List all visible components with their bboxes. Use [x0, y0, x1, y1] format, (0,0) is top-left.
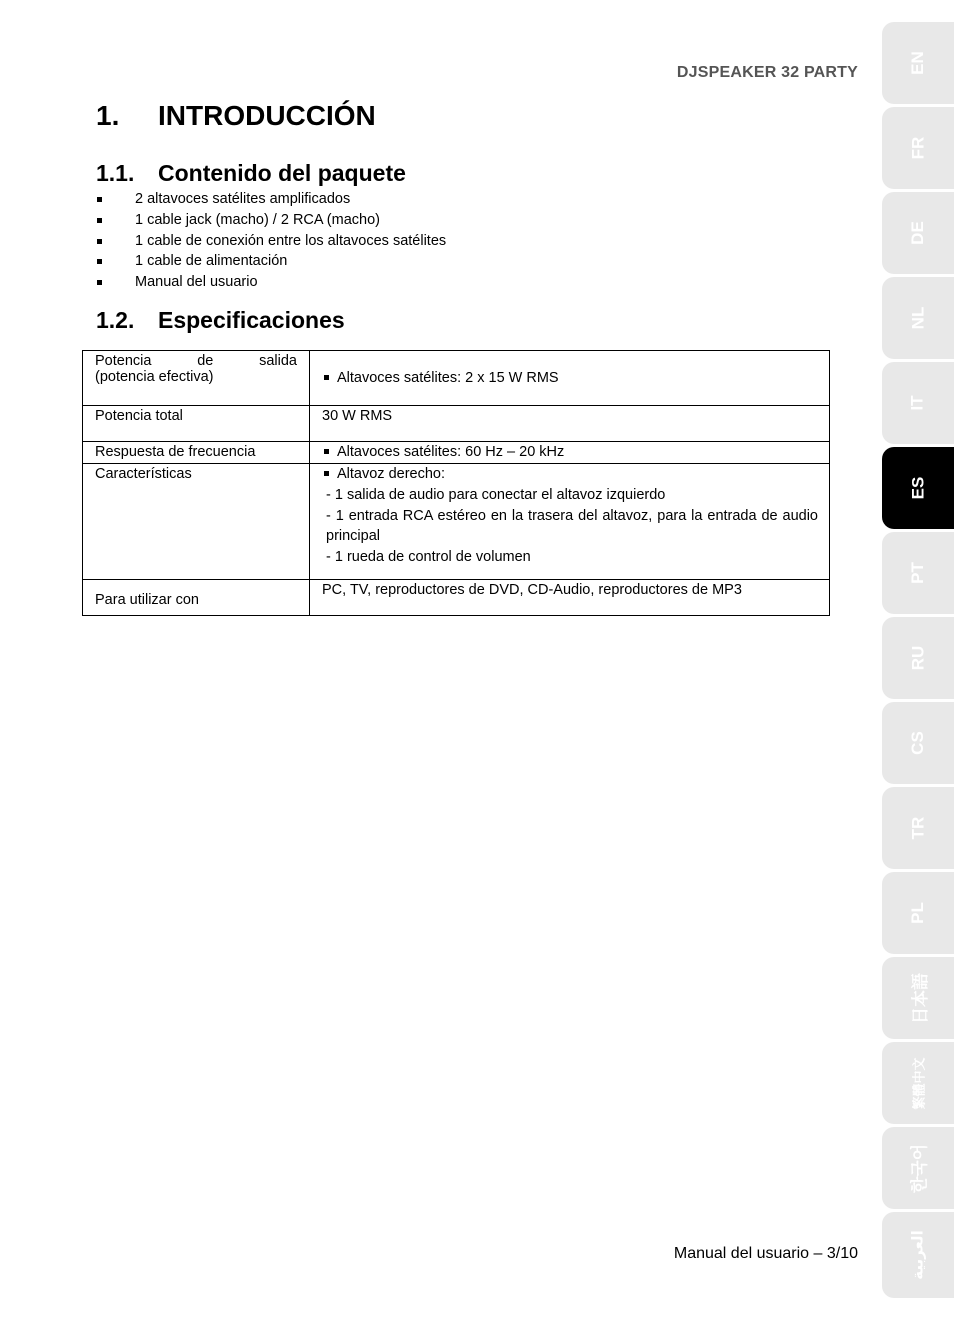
tab-label: DE [908, 221, 927, 245]
list-item: 1 cable de alimentación [96, 251, 446, 272]
bullet-square-icon [324, 449, 329, 454]
subsection-title: Contenido del paquete [158, 160, 406, 186]
bullet-square-icon [324, 375, 329, 380]
bullet-square-icon [324, 471, 329, 476]
tab-label: NL [907, 306, 927, 330]
tab-label: 日本語 [910, 972, 930, 1024]
table-row [83, 442, 830, 464]
tab-label: RU [908, 645, 927, 671]
language-tab-ko[interactable] [882, 1127, 954, 1209]
specifications-table [82, 350, 830, 616]
tab-label: 한국어 [910, 1143, 930, 1193]
table-row [83, 464, 830, 580]
cell-line: - 1 entrada RCA estéreo en la trasera del altavoz, para la entrada de audio [326, 507, 818, 524]
table-cell-value [310, 464, 830, 580]
tab-label: العربية [910, 1230, 927, 1280]
language-tab-it[interactable] [882, 362, 954, 444]
cell-text: Potencia de salida [95, 353, 297, 369]
language-tab-de[interactable] [882, 192, 954, 274]
table-cell-value [310, 442, 830, 464]
table-cell-label: Potencia total [83, 406, 310, 442]
language-tab-en[interactable] [882, 22, 954, 104]
tab-label: ES [908, 476, 927, 500]
language-tab-fr[interactable] [882, 107, 954, 189]
package-contents-list [96, 189, 446, 293]
language-tab-pl[interactable] [882, 872, 954, 954]
language-tab-ar[interactable] [882, 1212, 954, 1298]
page-footer: Manual del usuario – 3/10 [673, 1245, 858, 1262]
cell-text: Altavoz derecho: [337, 466, 446, 482]
cell-line: principal [326, 528, 380, 545]
product-name: DJSPEAKER 32 PARTY [676, 64, 858, 81]
table-row [83, 351, 830, 406]
language-tab-ja[interactable] [882, 957, 954, 1039]
subsection-number: 1.2. [96, 307, 135, 333]
language-tab-cs[interactable] [882, 702, 954, 784]
section-number: 1. [96, 100, 120, 131]
cell-line: - 1 rueda de control de volumen [326, 549, 531, 566]
cell-text: Altavoces satélites: 60 Hz – 20 kHz [337, 444, 565, 460]
subsection-number: 1.1. [96, 160, 135, 186]
tab-label: 繁體中文 [911, 1056, 927, 1110]
list-item: 2 altavoces satélites amplificados [96, 189, 446, 210]
table-row [83, 580, 830, 616]
table-cell-label: Características [83, 464, 310, 580]
language-tab-ru[interactable] [882, 617, 954, 699]
tab-label: EN [908, 51, 927, 75]
language-tab-es[interactable] [882, 447, 954, 529]
section-title: INTRODUCCIÓN [158, 100, 376, 131]
subsection-heading-contenido [96, 160, 406, 187]
subsection-heading-especificaciones [96, 307, 345, 334]
language-tab-pt[interactable] [882, 532, 954, 614]
cell-line [322, 464, 818, 485]
cell-line: - 1 salida de audio para conectar el altavoz izquierdo [326, 486, 666, 503]
list-item: Manual del usuario [96, 272, 446, 293]
table-cell-label [83, 351, 310, 406]
list-item: 1 cable de conexión entre los altavoces satélites [96, 231, 446, 252]
cell-text: (potencia efectiva) [95, 369, 214, 385]
language-tab-zh[interactable] [882, 1042, 954, 1124]
list-item: 1 cable jack (macho) / 2 RCA (macho) [96, 210, 446, 231]
tab-label: CS [908, 731, 927, 755]
tab-label: PL [907, 902, 927, 924]
table-cell-value [310, 351, 830, 406]
tab-label: IT [907, 395, 927, 411]
tab-label: PT [907, 562, 927, 584]
tab-label: FR [907, 136, 927, 160]
cell-text: Altavoces satélites: 2 x 15 W RMS [337, 370, 559, 386]
tab-label: TR [907, 816, 927, 840]
language-tab-tr[interactable] [882, 787, 954, 869]
table-cell-label: Respuesta de frecuencia [83, 442, 310, 464]
table-cell-value: 30 W RMS [310, 406, 830, 442]
table-cell-label: Para utilizar con [83, 580, 310, 616]
table-cell-value: PC, TV, reproductores de DVD, CD-Audio, reproductores de MP3 [310, 580, 830, 616]
language-tab-nl[interactable] [882, 277, 954, 359]
subsection-title: Especificaciones [158, 307, 345, 333]
section-heading-introduccion [96, 100, 376, 132]
table-row [83, 406, 830, 442]
